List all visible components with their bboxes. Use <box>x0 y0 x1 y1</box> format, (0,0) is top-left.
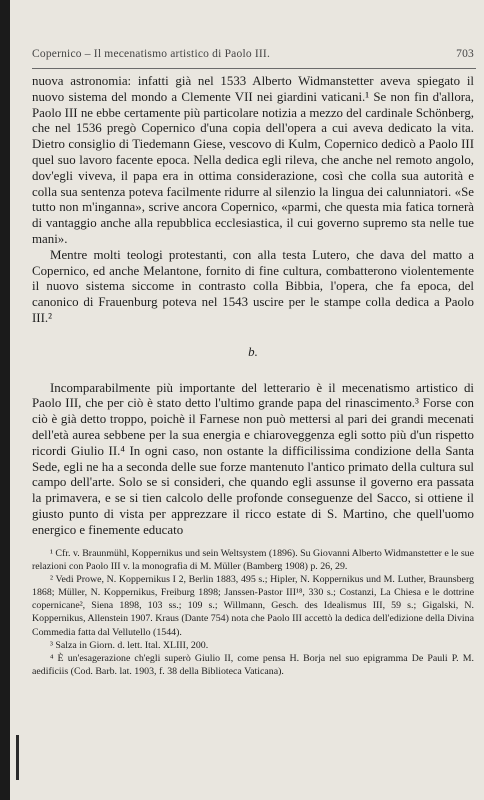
paragraph: nuova astronomia: infatti già nel 1533 Alberto Widmanstetter aveva spiegato il nuovo sistema del mondo a Clemente VII nei giardini vaticani.¹ Se non fin d'allora, Paolo III ne ebbe certamente più particolare notizia a mezzo del cardinale Schönberg, che nel 1536 pregò Copernico d'una copia dell'opera a cui aveva dedicato la vita. Dietro consiglio di Tiedemann Giese, vescovo di Kulm, Copernico dedicò a Paolo III quel suo lavoro facente epoca. Nella dedica egli rileva, che anche nel remoto angolo, dov'egli viveva, il papa era in ottima considerazione, così che colla sua autorità e colla sua sentenza poteva facilmente ridurre al silenzio la lingua dei calunniatori. «Se tutto non m'inganna», scrive ancora Copernico, «parmi, che questa mia fatica tornerà di vantaggio anche alla repubblica ecclesiastica, il cui governo supremo sta nelle tue mani». <box>32 74 474 246</box>
header-rule <box>32 68 476 69</box>
footnotes <box>32 547 474 678</box>
footnote: ² Vedi Prowe, N. Koppernikus I 2, Berlin 1883, 495 s.; Hipler, N. Koppernikus und M. Luther, Braunsberg 1868; Müller, N. Koppernikus, Freiburg 1898; Janssen-Pastor III¹⁸, 330 s.; Costanzi, La Chiesa e le dottrine copernicane², Siena 1898, 103 ss.; 109 s.; Willmann, Gesch. des Idealismus III, 59 s.; Gigalski, N. Koppernikus, Allenstein 1907. Kraus (Dante 754) nota che Paolo III accettò la dedica dell'edizione della Divina Commedia fatta dal Vellutello (1544). <box>32 574 474 638</box>
paragraph: Incomparabilmente più importante del letterario è il mecenatismo artistico di Paolo III, che per ciò è stato detto l'ultimo grande papa del rinascimento.³ Forse con ciò è già detto troppo, poichè il Farnese non può mettersi al pari dei grandi mecenati dell'età aurea sebbene per la sua energia e chiaroveggenza egli sotto più d'un rispetto ricordi Giulio II.⁴ In ogni caso, non ostante la difficilissima condizione della Santa Sede, egli ne ha a seconda delle sue forze mantenuto l'antico primato della cultura sul campo dell'arte. Solo se si consideri, che quando egli assunse il governo era passata la primavera, e se si tien calcolo delle profonde conseguenze del Sacco, si ottiene il giusto punto di vista per apprezzare il ricco estate di S. Martino, che quell'uomo energico e finemente educato <box>32 380 474 537</box>
footnote: ⁴ È un'esagerazione ch'egli superò Giulio II, come pensa H. Borja nel suo epigramma De Pauli P. M. aedificiis (Cod. Barb. lat. 1903, f. 38 della Biblioteca Vaticana). <box>32 652 474 677</box>
running-head <box>32 48 474 60</box>
section-heading: b. <box>248 344 258 359</box>
book-page <box>10 0 484 800</box>
footnote: ¹ Cfr. v. Braunmühl, Koppernikus und sein Weltsystem (1896). Su Giovanni Alberto Widmanstetter e le sue relazioni con Paolo III v. la monografia di M. Müller (Bamberg 1908) p. 26, 29. <box>32 548 474 573</box>
footnote: ³ Salza in Giorn. d. lett. Ital. XLIII, 200. <box>50 639 209 651</box>
main-text <box>32 74 474 539</box>
running-title: Copernico – Il mecenatismo artistico di Paolo III. <box>32 48 271 60</box>
page-number: 703 <box>456 48 474 60</box>
paragraph: Mentre molti teologi protestanti, con alla testa Lutero, che dava del matto a Copernico, ed anche Melantone, fornito di fine cultura, combatterono violentemente il nuovo sistema siccome in contrasto colla Bibbia, l'opera, che fa epoca, del canonico di Frauenburg poteva nel 1543 uscire per le stampe colla dedica a Paolo III.² <box>32 247 474 325</box>
page-edge-mark <box>16 735 19 780</box>
